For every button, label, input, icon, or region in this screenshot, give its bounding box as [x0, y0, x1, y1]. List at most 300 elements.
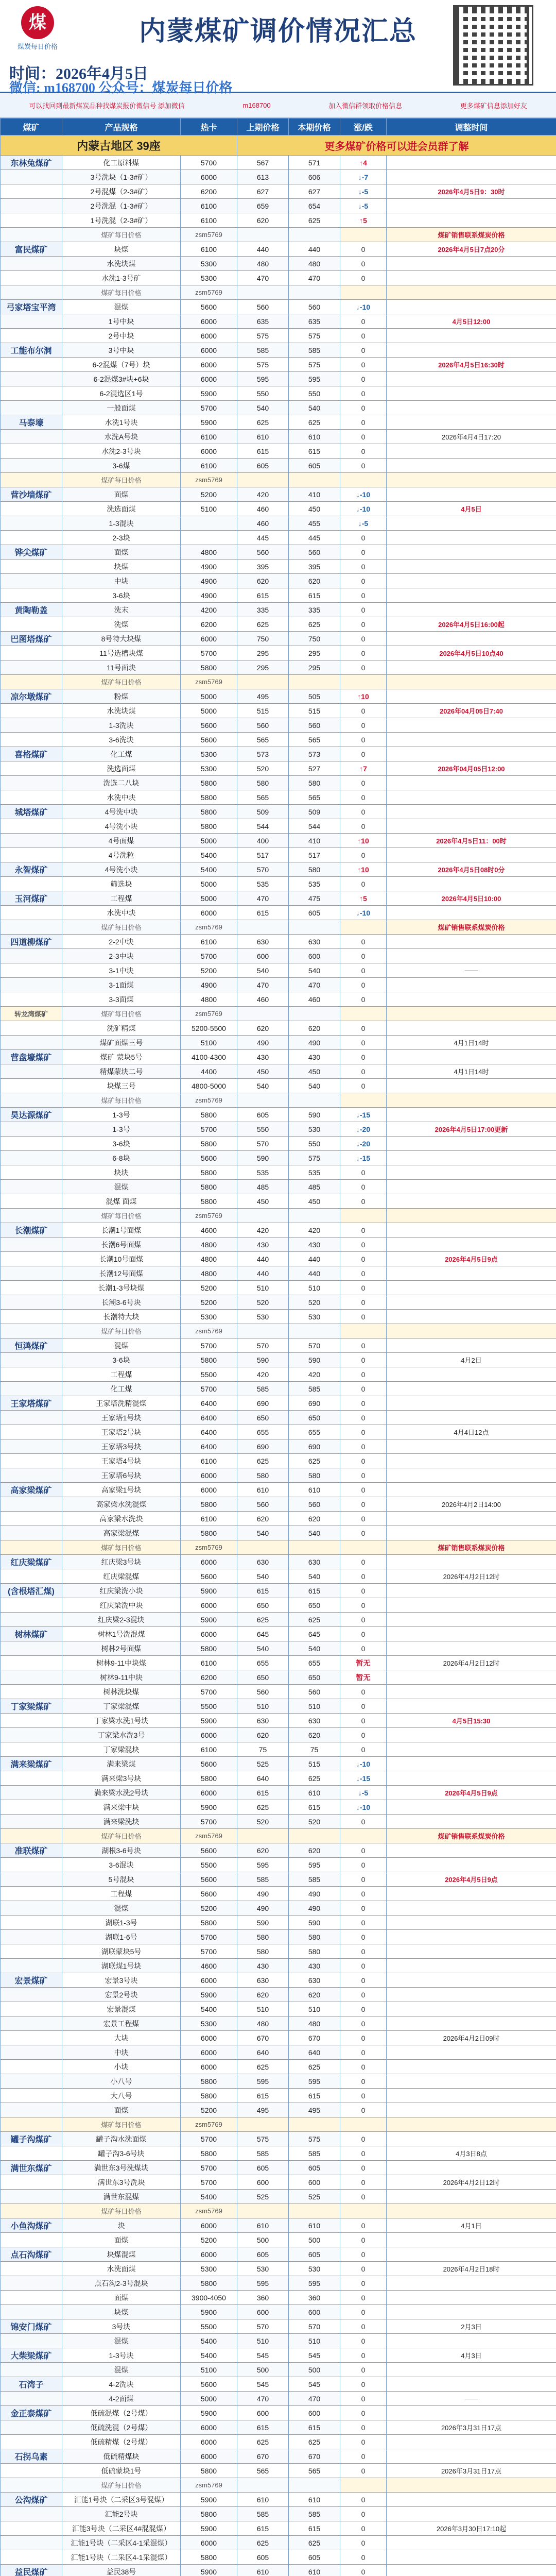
time-cell — [387, 271, 556, 285]
mine-cell — [1, 1353, 62, 1367]
mine-cell — [1, 502, 62, 516]
table-row — [1, 2247, 556, 2262]
time-cell: 煤矿销售联系煤炭价格 — [387, 228, 556, 242]
time-cell — [387, 1670, 556, 1685]
table-row — [1, 1656, 556, 1670]
heat-cell: 5800 — [181, 1165, 237, 1180]
cur-price-cell: 625 — [289, 2536, 340, 2550]
time-cell — [387, 285, 556, 300]
heat-cell: 5200 — [181, 487, 237, 502]
heat-cell: 6000 — [181, 1627, 237, 1641]
change-cell: 0 — [340, 588, 387, 603]
spec-cell: 一般面煤 — [62, 401, 181, 415]
notice-item: 可以找回到最新煤炭品种找煤炭报价微信号 添加微信 — [29, 101, 185, 110]
table-row — [1, 1728, 556, 1742]
time-cell — [387, 1396, 556, 1411]
prev-price-cell: 595 — [237, 372, 289, 386]
mine-cell — [1, 819, 62, 834]
prev-price-cell: 295 — [237, 660, 289, 675]
table-row — [1, 992, 556, 1007]
time-cell: 2026年4月5日16:30时 — [387, 358, 556, 372]
spec-cell: 长潮1号面煤 — [62, 1223, 181, 1238]
time-cell — [387, 1800, 556, 1815]
change-cell: 0 — [340, 314, 387, 329]
time-cell — [387, 1858, 556, 1872]
cur-price-cell: 410 — [289, 487, 340, 502]
prev-price-cell: 565 — [237, 2464, 289, 2478]
heat-cell: 5600 — [181, 1887, 237, 1901]
heat-cell: 6000 — [181, 906, 237, 920]
time-cell: 2026年04月05日12:00 — [387, 761, 556, 776]
time-cell: 2月3日 — [387, 2319, 556, 2334]
prev-price-cell: 600 — [237, 2175, 289, 2190]
table-row — [1, 1641, 556, 1656]
prev-price-cell: 520 — [237, 1815, 289, 1829]
prev-price-cell: 575 — [237, 2132, 289, 2146]
prev-price-cell: 600 — [237, 2305, 289, 2319]
table-row — [1, 877, 556, 891]
prev-price-cell — [237, 2204, 289, 2218]
table-row — [1, 689, 556, 704]
mine-cell — [1, 1324, 62, 1338]
time-cell — [387, 1916, 556, 1930]
table-row — [1, 790, 556, 805]
time-cell — [387, 1757, 556, 1771]
cur-price-cell: 650 — [289, 1598, 340, 1613]
heat-cell: 5700 — [181, 2161, 237, 2175]
prev-price-cell: 585 — [237, 1872, 289, 1887]
mine-cell — [1, 617, 62, 632]
cur-price-cell: 595 — [289, 2074, 340, 2089]
table-row — [1, 1252, 556, 1266]
table-row — [1, 1411, 556, 1425]
heat-cell: 5100 — [181, 2363, 237, 2377]
mine-cell — [1, 1411, 62, 1425]
change-cell: ↑10 — [340, 834, 387, 848]
heat-cell: 5900 — [181, 1613, 237, 1627]
change-cell: 0 — [340, 1584, 387, 1598]
mine-cell: 昊达源煤矿 — [1, 1108, 62, 1122]
time-cell — [387, 992, 556, 1007]
time-cell — [387, 401, 556, 415]
cur-price-cell: 560 — [289, 718, 340, 733]
time-cell — [387, 2002, 556, 2016]
time-cell — [387, 444, 556, 459]
table-row — [1, 1584, 556, 1598]
cur-price-cell: 615 — [289, 1800, 340, 1815]
table-row — [1, 271, 556, 285]
heat-cell: zsm5769 — [181, 473, 237, 487]
heat-cell: 6000 — [181, 2420, 237, 2435]
change-cell: 0 — [340, 1843, 387, 1858]
spec-cell: 1号中块 — [62, 314, 181, 329]
prev-price-cell: 605 — [237, 2161, 289, 2175]
spec-cell: 3-6块 — [62, 588, 181, 603]
change-cell: 0 — [340, 401, 387, 415]
table-row — [1, 906, 556, 920]
prev-price-cell: 640 — [237, 1771, 289, 1786]
mine-cell — [1, 588, 62, 603]
mine-cell — [1, 646, 62, 660]
prev-price-cell: 509 — [237, 805, 289, 819]
prev-price-cell: 295 — [237, 646, 289, 660]
change-cell: 0 — [340, 1238, 387, 1252]
table-row — [1, 733, 556, 747]
change-cell: 0 — [340, 848, 387, 862]
spec-cell: 大块 — [62, 2031, 181, 2045]
table-row — [1, 978, 556, 992]
mine-cell — [1, 2478, 62, 2493]
cur-price-cell: 430 — [289, 1238, 340, 1252]
spec-cell: 混煤 面煤 — [62, 1194, 181, 1209]
mine-cell: 巴图塔煤矿 — [1, 632, 62, 646]
table-row — [1, 1512, 556, 1526]
time-cell — [387, 1973, 556, 1988]
prev-price-cell: 620 — [237, 213, 289, 228]
spec-cell: 红庆梁混煤 — [62, 1569, 181, 1584]
prev-price-cell: 595 — [237, 2276, 289, 2291]
time-cell — [387, 1959, 556, 1973]
mine-cell — [1, 2074, 62, 2089]
time-cell — [387, 516, 556, 531]
mine-cell — [1, 1079, 62, 1093]
mine-cell: 金正泰煤矿 — [1, 2406, 62, 2420]
change-cell: 0 — [340, 329, 387, 343]
cur-price-cell: 605 — [289, 906, 340, 920]
cur-price-cell: 690 — [289, 1396, 340, 1411]
spec-cell: 汇能3号块（二采区4#混混煤） — [62, 2521, 181, 2536]
heat-cell: zsm5769 — [181, 675, 237, 689]
prev-price-cell: 480 — [237, 257, 289, 271]
heat-cell: 5000 — [181, 891, 237, 906]
spec-cell: 11号面块 — [62, 660, 181, 675]
spec-cell: 汇能1号块（二采区4-1采混煤） — [62, 2550, 181, 2565]
heat-cell: 5800 — [181, 2507, 237, 2521]
table-row — [1, 2435, 556, 2449]
mine-cell — [1, 834, 62, 848]
spec-cell: 宏景2号块 — [62, 1988, 181, 2002]
spec-cell: 5号混块 — [62, 1872, 181, 1887]
table-row — [1, 574, 556, 588]
spec-cell: 树林洗块煤 — [62, 1685, 181, 1699]
table-row — [1, 660, 556, 675]
heat-cell: 4800 — [181, 1266, 237, 1281]
change-cell: 0 — [340, 2002, 387, 2016]
cur-price-cell: 585 — [289, 1382, 340, 1396]
spec-cell: 1-3混块 — [62, 516, 181, 531]
mine-cell — [1, 1180, 62, 1194]
prev-price-cell: 570 — [237, 862, 289, 877]
table-row — [1, 2406, 556, 2420]
spec-cell: 煤矿 蒙块5号 — [62, 1050, 181, 1064]
cur-price-cell: 430 — [289, 1050, 340, 1064]
change-cell: 0 — [340, 660, 387, 675]
prev-price-cell: 565 — [237, 733, 289, 747]
time-cell — [387, 747, 556, 761]
mine-cell — [1, 2550, 62, 2565]
change-cell: 0 — [340, 531, 387, 545]
mine-cell: 锦安门煤矿 — [1, 2319, 62, 2334]
cur-price-cell: 527 — [289, 761, 340, 776]
time-cell — [387, 689, 556, 704]
prev-price-cell: 613 — [237, 170, 289, 184]
change-cell: 0 — [340, 2449, 387, 2464]
heat-cell: 5600 — [181, 1151, 237, 1165]
change-cell: 0 — [340, 1742, 387, 1757]
prev-price-cell: 615 — [237, 444, 289, 459]
ad-row — [1, 1093, 556, 1108]
prev-price-cell: 650 — [237, 1670, 289, 1685]
prev-price-cell: 625 — [237, 1613, 289, 1627]
change-cell: 0 — [340, 2464, 387, 2478]
change-cell: 0 — [340, 1815, 387, 1829]
prev-price-cell: 520 — [237, 761, 289, 776]
spec-cell: 高家梁混煤 — [62, 1526, 181, 1540]
table-row — [1, 1238, 556, 1252]
change-cell — [340, 1209, 387, 1223]
cur-price-cell: 610 — [289, 2565, 340, 2576]
heat-cell: 5900 — [181, 1800, 237, 1815]
heat-cell: 5400 — [181, 848, 237, 862]
cur-price-cell: 295 — [289, 660, 340, 675]
cur-price-cell: 540 — [289, 1079, 340, 1093]
cur-price-cell: 630 — [289, 935, 340, 949]
time-cell — [387, 1194, 556, 1209]
prev-price-cell: 530 — [237, 2262, 289, 2276]
mine-cell — [1, 1858, 62, 1872]
cur-price-cell: 610 — [289, 2218, 340, 2233]
notice-item: 更多煤矿信息添加好友 — [460, 101, 527, 110]
change-cell: 0 — [340, 1512, 387, 1526]
mine-cell — [1, 271, 62, 285]
change-cell: 0 — [340, 257, 387, 271]
mine-cell — [1, 790, 62, 805]
change-cell: 0 — [340, 1050, 387, 1064]
time-cell: 2026年4月5日9：30时 — [387, 184, 556, 199]
cur-price-cell: 490 — [289, 1036, 340, 1050]
prev-price-cell: 620 — [237, 1988, 289, 2002]
heat-cell: zsm5769 — [181, 1093, 237, 1108]
table-row — [1, 199, 556, 213]
change-cell: 0 — [340, 1281, 387, 1295]
prev-price-cell: 560 — [237, 1685, 289, 1699]
change-cell: 0 — [340, 776, 387, 790]
time-cell — [387, 935, 556, 949]
time-cell — [387, 1613, 556, 1627]
prev-price-cell — [237, 920, 289, 935]
change-cell: 0 — [340, 704, 387, 718]
cur-price-cell: 615 — [289, 2420, 340, 2435]
change-cell: 0 — [340, 949, 387, 963]
time-cell — [387, 805, 556, 819]
time-cell — [387, 1901, 556, 1916]
prev-price-cell: 545 — [237, 2348, 289, 2363]
table-row — [1, 1439, 556, 1454]
mine-cell: 小鱼沟煤矿 — [1, 2218, 62, 2233]
heat-cell: 5900 — [181, 2521, 237, 2536]
change-cell: 0 — [340, 343, 387, 358]
time-cell — [387, 300, 556, 314]
change-cell: 0 — [340, 271, 387, 285]
change-cell: 0 — [340, 430, 387, 444]
spec-cell: 煤矿每日价格 — [62, 675, 181, 689]
change-cell: 0 — [340, 2233, 387, 2247]
spec-cell: 长潮1-3号块煤 — [62, 1281, 181, 1295]
time-cell: 2026年4月2日12时 — [387, 1656, 556, 1670]
time-cell — [387, 329, 556, 343]
spec-cell: 化工原料煤 — [62, 156, 181, 170]
cur-price-cell: 550 — [289, 1137, 340, 1151]
prev-price-cell: 460 — [237, 502, 289, 516]
time-cell: 2026年4月5日08时0分 — [387, 862, 556, 877]
time-cell — [387, 2233, 556, 2247]
heat-cell: 5700 — [181, 2132, 237, 2146]
table-row — [1, 156, 556, 170]
mine-cell — [1, 1916, 62, 1930]
heat-cell: 5800 — [181, 2276, 237, 2291]
time-cell — [387, 978, 556, 992]
change-cell: 0 — [340, 1439, 387, 1454]
prev-price-cell: 540 — [237, 1526, 289, 1540]
cur-price-cell: 580 — [289, 1930, 340, 1944]
heat-cell: 5800 — [181, 1641, 237, 1656]
mine-cell — [1, 1800, 62, 1815]
table-row — [1, 2449, 556, 2464]
cur-price-cell: 575 — [289, 1151, 340, 1165]
mine-cell — [1, 184, 62, 199]
time-cell — [387, 1699, 556, 1714]
heat-cell: 5300 — [181, 747, 237, 761]
change-cell: 0 — [340, 1021, 387, 1036]
heat-cell: zsm5769 — [181, 1007, 237, 1021]
prev-price-cell: 625 — [237, 1800, 289, 1815]
table-row — [1, 776, 556, 790]
time-cell — [387, 1382, 556, 1396]
change-cell: 0 — [340, 444, 387, 459]
heat-cell: 5700 — [181, 1685, 237, 1699]
time-cell — [387, 473, 556, 487]
mine-cell — [1, 2016, 62, 2031]
notice-item: m168700 — [242, 101, 271, 109]
table-row — [1, 2045, 556, 2060]
change-cell: 0 — [340, 2218, 387, 2233]
cur-price-cell: 565 — [289, 2464, 340, 2478]
prev-price-cell — [237, 1093, 289, 1108]
prev-price-cell: 567 — [237, 156, 289, 170]
time-cell — [387, 1079, 556, 1093]
heat-cell: zsm5769 — [181, 1829, 237, 1843]
spec-cell: 中块 — [62, 2045, 181, 2060]
change-cell: 0 — [340, 1252, 387, 1266]
table-row — [1, 848, 556, 862]
table-row — [1, 2103, 556, 2117]
time-cell — [387, 1310, 556, 1324]
heat-cell: 6000 — [181, 2435, 237, 2449]
prev-price-cell: 500 — [237, 2233, 289, 2247]
change-cell: 0 — [340, 2060, 387, 2074]
time-cell — [387, 2565, 556, 2576]
mine-cell — [1, 1497, 62, 1512]
mine-cell — [1, 2045, 62, 2060]
cur-price-cell: 580 — [289, 1468, 340, 1483]
time-cell — [387, 1439, 556, 1454]
spec-cell: 湖联1-3号 — [62, 1916, 181, 1930]
heat-cell: 5200 — [181, 2233, 237, 2247]
prev-price-cell: 450 — [237, 1194, 289, 1209]
time-cell: 2026年4月5日11：00时 — [387, 834, 556, 848]
cur-price-cell: 670 — [289, 2031, 340, 2045]
table-row — [1, 516, 556, 531]
spec-cell: 2号洗混（1-3#矿） — [62, 199, 181, 213]
time-cell — [387, 2305, 556, 2319]
time-cell: 4月4日12点 — [387, 1425, 556, 1439]
prev-price-cell: 640 — [237, 2045, 289, 2060]
mine-cell — [1, 1815, 62, 1829]
heat-cell: 5200 — [181, 1281, 237, 1295]
cur-price-cell: 395 — [289, 560, 340, 574]
spec-cell: 煤矿每日价格 — [62, 2478, 181, 2493]
prev-price-cell: 615 — [237, 588, 289, 603]
mine-cell: 红庆梁煤矿 — [1, 1555, 62, 1569]
mine-cell — [1, 1598, 62, 1613]
heat-cell: 5700 — [181, 1815, 237, 1829]
spec-cell: 煤矿每日价格 — [62, 1829, 181, 1843]
prev-price-cell: 615 — [237, 2089, 289, 2103]
spec-cell: 块块 — [62, 1165, 181, 1180]
spec-cell: 满来梁3号块 — [62, 1771, 181, 1786]
prev-price-cell: 635 — [237, 314, 289, 329]
cur-price-cell: 655 — [289, 1425, 340, 1439]
heat-cell: 5000 — [181, 834, 237, 848]
time-cell — [387, 1180, 556, 1194]
mine-cell — [1, 2435, 62, 2449]
change-cell: ↑4 — [340, 156, 387, 170]
table-header-row — [1, 118, 556, 135]
spec-cell: 满世东3号洗煤块 — [62, 2161, 181, 2175]
heat-cell: 5200-5500 — [181, 1021, 237, 1036]
spec-cell: 红庆梁2-3混块 — [62, 1613, 181, 1627]
prev-price-cell — [237, 1007, 289, 1021]
heat-cell: 5600 — [181, 2377, 237, 2392]
change-cell: 0 — [340, 1598, 387, 1613]
time-cell — [387, 1685, 556, 1699]
heat-cell: 5500 — [181, 1858, 237, 1872]
heat-cell: 5000 — [181, 704, 237, 718]
time-cell — [387, 1483, 556, 1497]
spec-cell: 4号洗小块 — [62, 862, 181, 877]
mine-cell: 转龙湾煤矿 — [1, 1007, 62, 1021]
cur-price-cell: 440 — [289, 242, 340, 257]
prev-price-cell: 495 — [237, 689, 289, 704]
heat-cell: 6000 — [181, 2031, 237, 2045]
qr-code — [453, 5, 533, 86]
cur-price-cell: 430 — [289, 1959, 340, 1973]
mine-cell: 四道柳煤矿 — [1, 935, 62, 949]
mine-cell — [1, 704, 62, 718]
prev-price-cell: 670 — [237, 2449, 289, 2464]
table-row — [1, 747, 556, 761]
cur-price-cell: 520 — [289, 1295, 340, 1310]
time-cell — [387, 675, 556, 689]
time-cell: 2026年3月31日17点 — [387, 2420, 556, 2435]
spec-cell: 树林9-11中块 — [62, 1670, 181, 1685]
cur-price-cell — [289, 1829, 340, 1843]
heat-cell: 5900 — [181, 2406, 237, 2420]
change-cell: 0 — [340, 1266, 387, 1281]
mine-cell: 石湾子 — [1, 2377, 62, 2392]
table-row — [1, 2464, 556, 2478]
time-cell — [387, 2334, 556, 2348]
